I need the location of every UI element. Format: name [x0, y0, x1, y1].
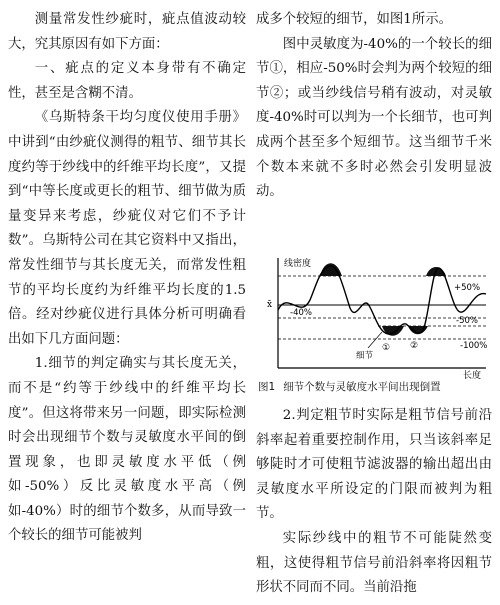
thin-place-1 [382, 326, 404, 336]
marker-2: ② [410, 341, 419, 351]
x-axis-label: 长度 [463, 371, 482, 380]
left-text-column [8, 8, 246, 549]
level-label-minus100: -100% [460, 341, 488, 351]
level-label-plus50: +50% [454, 283, 481, 293]
paragraph: 图中灵敏度为-40%的一个较长的细节①，相应-50%时会判为两个较短的细节②；或当纱线信号稍有波动，对灵敏度-40%时可以判为一个长细节，也可判成两个甚至多个短细节。这当细节千米个数本来就不多时必然会引发明显波动。 [256, 36, 492, 200]
y-axis-label: 线密度 [284, 259, 312, 269]
paragraph: 一、疵点的定义本身带有不确定性，甚至是含糊不清。 [8, 61, 246, 101]
paragraph: 实际纱线中的粗节不可能陡然变粗，这使得粗节信号前沿斜率将因粗节形状不同而不同。当前沿拖 [256, 530, 492, 596]
thin-place-label: 细节 [356, 351, 374, 361]
paragraph: 1.细节的判定确实与其长度无关，而不是“约等于纱线中的纤维平均长度”。但这将带来另一问题，即实际检测时会出现细节个数与灵敏度水平间的倒置现象，也即灵敏度水平低（例如-50%）反比灵敏度水平高（例如-40%）时的细节个数多，从而导致一个较长的细节可能被判 [8, 356, 246, 544]
caption-text: 细节个数与灵敏度水平间出现倒置 [283, 381, 441, 393]
marker-1: ① [382, 343, 391, 353]
caption-number: 图1 [258, 381, 276, 393]
thin-label-leader [368, 332, 382, 348]
level-label-minus50: -50% [456, 316, 478, 326]
paragraph: 成多个较短的细节，如图1所示。 [256, 12, 452, 27]
figure-1 [258, 250, 492, 400]
yarn-signal-diagram [258, 250, 492, 380]
right-text-column-top [256, 8, 492, 205]
level-label-minus40: -40% [290, 308, 312, 318]
figure-caption [258, 380, 494, 394]
paragraph: 《乌斯特条干均匀度仪使用手册》中讲到“由纱疵仪测得的粗节、细节其长度约等于纱线中的纤维平均长度”，又提到“中等长度或更长的粗节、细节做为质量变异来考虑，纱疵仪对它们不予计数”。乌斯特公司在其它资料中又指出，常发性细节与其长度无关，而常发性粗节的平均长度约为纤维平均长度的1.5倍。经对纱疵仪进行具体分析可明确看出如下几方面问题： [8, 110, 246, 347]
right-text-column-bottom [256, 404, 492, 601]
mean-label: x̄ [267, 300, 273, 310]
paragraph: 测量常发性纱疵时，疵点值波动较大，究其原因有如下方面： [8, 12, 246, 52]
paragraph: 2.判定粗节时实际是粗节信号前沿斜率起着重要控制作用，只当该斜率足够陡时才可使粗节滤波器的输出超出由灵敏度水平所设定的门限而被判为粗节。 [256, 408, 492, 522]
